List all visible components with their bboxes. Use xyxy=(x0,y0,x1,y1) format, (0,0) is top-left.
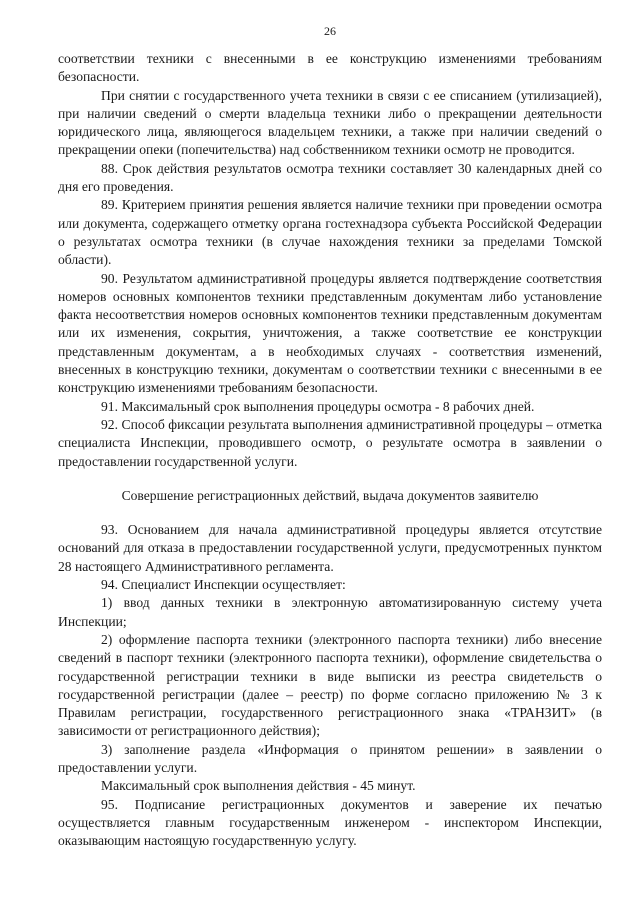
section-heading: Совершение регистрационных действий, выдача документов заявителю xyxy=(121,487,539,503)
paragraph-94: 94. Специалист Инспекции осуществляет: xyxy=(101,577,346,593)
paragraph-95: 95. Подписание регистрационных документов и заверение их печатью осуществляется главным государственным инженером - инспектором Инспекции, оказывающим настоящую государственную услугу. xyxy=(58,796,602,849)
paragraph-93: 93. Основанием для начала административной процедуры является отсутствие оснований для отказа в предоставлении государственной услуги, предусмотренных пунктом 28 настоящего Административного регламента. xyxy=(58,522,602,574)
paragraph-88: 88. Срок действия результатов осмотра техники составляет 30 календарных дней со дня его проведения. xyxy=(58,160,602,195)
list-item-1: 1) ввод данных техники в электронную автоматизированную систему учета Инспекции; xyxy=(58,595,602,629)
document-page xyxy=(58,24,602,850)
paragraph-92: 92. Способ фиксации результата выполнения административной процедуры – отметка специалиста Инспекции, проводившего осмотр, о результате осмотра в заявлении о предоставлении государственной услуги. xyxy=(58,416,602,469)
paragraph-91: 91. Максимальный срок выполнения процедуры осмотра - 8 рабочих дней. xyxy=(101,398,535,414)
list-item-3: 3) заполнение раздела «Информация о принятом решении» в заявлении о предоставлении услуги. xyxy=(58,741,602,775)
paragraph-deregistration: При снятии с государственного учета техники в связи с ее списанием (утилизацией), при наличии сведений о смерти владельца техники либо о прекращении деятельности юридического лица, являющегося владельцем техники, а также при наличии сведений о прекращении опеки (попечительства) над собственником техники осмотр не проводится. xyxy=(58,87,602,158)
paragraph-90: 90. Результатом административной процедуры является подтверждение соответствия номеров основных компонентов техники представленным документам либо установление факта несоответствия номеров основных компонентов техники представленным документам или их изменения, сокрытия, уничтожения, а также соответствие ее конструкции представленным документам, а в необходимых случаях - соответствия изменений, внесенных в конструкцию техники, документам о соответствии техники с внесенными в ее конструкцию изменениями требованиям безопасности. xyxy=(58,270,602,396)
paragraph-max-time: Максимальный срок выполнения действия - 45 минут. xyxy=(101,778,416,794)
page-number: 26 xyxy=(324,24,336,38)
paragraph-89: 89. Критерием принятия решения является наличие техники при проведении осмотра или документа, содержащего отметку органа гостехнадзора субъекта Российской Федерации о результатах осмотра техники (в случае нахождения техники за пределами Томской области). xyxy=(58,197,602,268)
list-item-2: 2) оформление паспорта техники (электронного паспорта техники) либо внесение сведений в паспорт техники (электронного паспорта техники), оформление свидетельства о государственной регистрации техники в виде выписки из реестра свидетельств о государственной регистрации (далее – реестр) по форме согласно приложению № 3 к Правилам регистрации, государственного регистрационного знака «ТРАНЗИТ» (в зависимости от регистрационного действия); xyxy=(58,631,602,739)
paragraph-continuation: соответствии техники с внесенными в ее конструкцию изменениями требованиям безопасности. xyxy=(58,51,602,85)
